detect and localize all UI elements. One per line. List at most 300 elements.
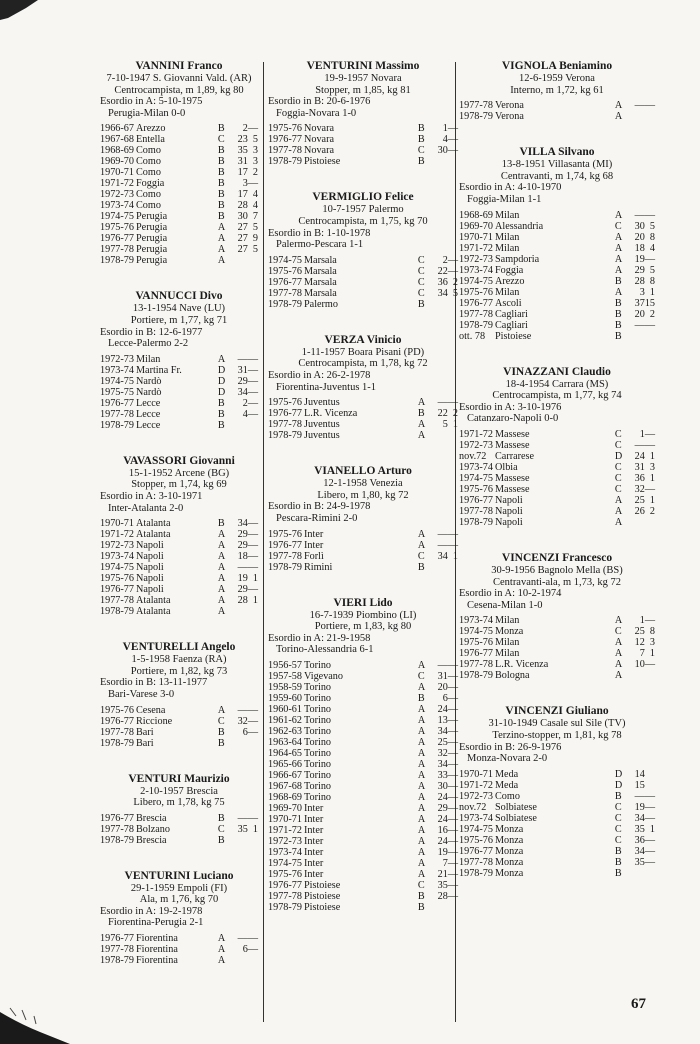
series: A: [614, 648, 623, 660]
season-row: [100, 167, 258, 178]
goals: [645, 331, 655, 342]
goals: [645, 111, 655, 122]
debut-match: Fiorentina-Perugia 2-1: [108, 917, 204, 929]
team-name: Monza: [495, 867, 524, 879]
goals: [448, 430, 458, 441]
appearances: 30: [437, 780, 448, 792]
season-year: 1972-73: [100, 540, 134, 552]
series: C: [217, 134, 225, 146]
appearances: [629, 517, 645, 528]
season-row: [268, 847, 458, 858]
series: A: [417, 703, 426, 715]
season-row: [268, 671, 458, 682]
season-row: [100, 387, 258, 398]
series: B: [217, 167, 225, 179]
series: B: [417, 134, 425, 146]
goals: —: [447, 725, 458, 737]
series: A: [417, 714, 426, 726]
appearances: 31: [237, 156, 248, 168]
season-year: nov.72: [459, 450, 487, 462]
season-table: [100, 518, 258, 617]
goals: 5: [252, 244, 258, 256]
goals: [248, 835, 258, 846]
season-row: [459, 495, 655, 506]
goals: —: [247, 353, 258, 365]
season-table: [100, 813, 258, 846]
appearances: 19: [237, 573, 248, 585]
team-name: Inter: [304, 813, 324, 825]
season-row: [100, 813, 258, 824]
goals: —: [447, 681, 458, 693]
appearances: 2: [442, 254, 448, 266]
team-name: Bari: [136, 737, 154, 749]
team-name: Como: [495, 790, 520, 802]
season-year: 1977-78: [268, 550, 302, 562]
appearances: [432, 562, 448, 573]
team-name: Milan: [495, 209, 520, 221]
series: A: [417, 857, 426, 869]
goals: —: [447, 659, 458, 671]
player-info: 1-11-1957 Boara Pisani (PD): [301, 346, 425, 358]
season-year: 1959-60: [268, 692, 302, 704]
player-info: 13-1-1954 Nave (LU): [132, 303, 226, 315]
team-name: Inter: [304, 835, 324, 847]
season-row: [459, 484, 655, 495]
goals: 3: [252, 145, 258, 157]
season-row: [268, 408, 458, 419]
appearances: 3: [639, 286, 645, 298]
goals: [645, 517, 655, 528]
appearances: —: [437, 539, 448, 551]
series: A: [217, 255, 226, 267]
appearances: 6: [442, 692, 448, 704]
player-info: 19-9-1957 Novara: [324, 73, 402, 84]
season-year: 1957-58: [268, 670, 302, 682]
season-year: 1974-75: [100, 211, 134, 223]
appearances: [432, 156, 448, 167]
season-row: [268, 551, 458, 562]
goals: —: [247, 386, 258, 398]
series: C: [614, 823, 622, 835]
appearances: 25: [437, 736, 448, 748]
appearances: 23: [237, 134, 248, 146]
season-row: [100, 200, 258, 211]
season-row: [268, 858, 458, 869]
season-row: [268, 397, 458, 408]
player-info: Stopper, m 1,74, kg 69: [131, 479, 227, 491]
goals: —: [247, 944, 258, 956]
season-year: 1976-77: [268, 539, 302, 551]
season-row: [459, 462, 655, 473]
goals: —: [447, 802, 458, 814]
team-name: Monza: [495, 823, 524, 835]
appearances: [432, 902, 448, 913]
appearances: 7: [442, 857, 448, 869]
season-row: [268, 299, 458, 310]
season-year: 1975-75: [100, 386, 134, 398]
appearances: 20: [437, 681, 448, 693]
team-name: Massese: [495, 483, 530, 495]
goals: —: [447, 539, 458, 551]
goals: —: [447, 714, 458, 726]
team-name: Forlì: [304, 550, 324, 562]
goals: [448, 156, 458, 167]
player-info: 29-1-1959 Empoli (FI): [130, 882, 228, 894]
series: D: [217, 364, 226, 376]
goals: [248, 606, 258, 617]
team-name: L.R. Vicenza: [304, 408, 358, 420]
season-year: 1971-72: [459, 242, 493, 254]
debut-line: Esordio in A: 5-10-1975: [100, 96, 203, 108]
season-table: [459, 100, 655, 122]
appearances: 29: [237, 529, 248, 541]
team-name: Novara: [304, 123, 334, 135]
season-year: 1973-74: [268, 846, 302, 858]
goals: [645, 868, 655, 879]
appearances: —: [237, 562, 248, 574]
series: A: [217, 933, 226, 945]
appearances: 32: [634, 483, 645, 495]
season-row: [268, 562, 458, 573]
season-row: [268, 726, 458, 737]
appearances: 27: [237, 222, 248, 234]
goals: 1: [649, 494, 655, 506]
appearances: 37: [634, 297, 645, 309]
team-name: Torino: [304, 736, 332, 748]
debut-line: Esordio in B: 13-11-1977: [100, 677, 208, 689]
appearances: 30: [237, 211, 248, 223]
team-name: Torino: [304, 714, 332, 726]
player-name: VERMIGLIO Felice: [312, 191, 414, 204]
season-row: [100, 584, 258, 595]
appearances: 22: [437, 265, 448, 277]
player-info: 13-8-1951 Villasanta (MI): [501, 159, 613, 171]
season-row: [459, 221, 655, 232]
team-name: Marsala: [304, 265, 337, 277]
series: B: [417, 298, 425, 310]
team-name: Inter: [304, 802, 324, 814]
season-table: [268, 397, 458, 441]
appearances: 18: [237, 551, 248, 563]
season-row: [100, 716, 258, 727]
appearances: —: [634, 319, 645, 331]
appearances: 30: [634, 220, 645, 232]
goals: —: [447, 747, 458, 759]
player-info: 2-10-1957 Brescia: [140, 785, 218, 797]
appearances: —: [634, 209, 645, 221]
goals: —: [247, 726, 258, 738]
season-year: 1976-77: [459, 648, 493, 660]
goals: 8: [649, 275, 655, 287]
appearances: —: [437, 659, 448, 671]
season-year: 1978-79: [459, 867, 493, 879]
player-info: 12-1-1958 Venezia: [323, 478, 403, 490]
season-row: [459, 769, 655, 780]
season-table: [459, 429, 655, 528]
season-row: [100, 145, 258, 156]
season-table: [268, 123, 458, 167]
team-name: Monza: [495, 845, 524, 857]
season-row: [100, 123, 258, 134]
series: A: [217, 233, 226, 245]
team-name: Novara: [304, 134, 334, 146]
team-name: Juventus: [304, 430, 340, 442]
team-name: Perugia: [136, 211, 168, 223]
appearances: 35: [237, 145, 248, 157]
season-year: 1972-73: [459, 790, 493, 802]
season-year: 1976-77: [100, 933, 134, 945]
goals: 1: [452, 419, 458, 431]
appearances: 24: [437, 703, 448, 715]
season-row: [459, 331, 655, 342]
season-year: 1971-72: [100, 178, 134, 190]
season-row: [268, 255, 458, 266]
player-info: Terzino-stopper, m 1,81, kg 78: [492, 729, 622, 741]
player-info: Portiere, m 1,83, kg 80: [314, 621, 412, 633]
player-info: Portiere, m 1,82, kg 73: [130, 665, 228, 677]
goals: —: [644, 856, 655, 868]
series: B: [417, 890, 425, 902]
team-name: Massese: [495, 472, 530, 484]
appearances: [629, 111, 645, 122]
team-name: Torino: [304, 659, 332, 671]
series: B: [217, 189, 225, 201]
appearances: 34: [634, 845, 645, 857]
player-name: VENTURELLI Angelo: [122, 641, 236, 654]
series: B: [217, 737, 225, 749]
series: C: [417, 879, 425, 891]
season-year: 1976-77: [268, 879, 302, 891]
series: B: [217, 518, 225, 530]
season-year: nov.72: [459, 801, 487, 813]
team-name: Nardò: [136, 375, 162, 387]
team-name: Massese: [495, 439, 530, 451]
team-name: Perugia: [136, 233, 168, 245]
appearances: [629, 670, 645, 681]
goals: —: [247, 715, 258, 727]
season-year: 1970-71: [459, 768, 493, 780]
season-year: 1968-69: [100, 145, 134, 157]
goals: —: [644, 659, 655, 671]
goals: —: [447, 265, 458, 277]
series: A: [417, 659, 426, 671]
appearances: 5: [442, 419, 448, 431]
series: A: [417, 725, 426, 737]
season-year: 1974-75: [100, 375, 134, 387]
series: C: [417, 276, 425, 288]
goals: [448, 299, 458, 310]
team-name: Cagliari: [495, 308, 528, 320]
team-name: Inter: [304, 846, 324, 858]
series: C: [614, 626, 622, 638]
series: A: [417, 681, 426, 693]
season-year: 1975-76: [459, 483, 493, 495]
season-year: 1969-70: [268, 802, 302, 814]
season-row: [100, 409, 258, 420]
season-year: 1977-78: [459, 308, 493, 320]
season-row: [100, 933, 258, 944]
series: B: [614, 867, 622, 879]
player-info: Centrocampista, m 1,75, kg 70: [298, 215, 428, 227]
debut-line: Esordio in B: 1-10-1978: [268, 227, 371, 239]
series: A: [417, 802, 426, 814]
series: A: [614, 231, 623, 243]
team-name: Foggia: [136, 178, 165, 190]
season-year: 1960-61: [268, 703, 302, 715]
season-row: [100, 518, 258, 529]
team-name: Atalanta: [136, 529, 171, 541]
goals: 1: [649, 472, 655, 484]
season-year: 1973-74: [459, 461, 493, 473]
player-entry: [100, 60, 258, 266]
goals: —: [447, 703, 458, 715]
appearances: 10: [634, 659, 645, 671]
player-name: VINCENZI Giuliano: [505, 705, 609, 718]
team-name: Marsala: [304, 254, 337, 266]
goals: 15: [644, 297, 655, 309]
series: B: [417, 901, 425, 913]
series: C: [417, 265, 425, 277]
debut-match: Foggia-Novara 1-0: [276, 107, 357, 119]
season-year: 1966-67: [268, 769, 302, 781]
team-name: Bologna: [495, 670, 530, 682]
series: A: [614, 670, 623, 682]
team-name: Milan: [495, 231, 520, 243]
season-year: 1973-74: [459, 264, 493, 276]
team-name: Torino: [304, 703, 332, 715]
season-year: 1977-78: [100, 726, 134, 738]
season-year: 1974-75: [459, 626, 493, 638]
season-row: [268, 836, 458, 847]
season-year: 1975-76: [459, 286, 493, 298]
team-name: Inter: [304, 528, 324, 540]
goals: —: [447, 397, 458, 409]
series: A: [417, 846, 426, 858]
player-entry: [459, 705, 655, 878]
season-row: [459, 210, 655, 221]
season-year: 1976-77: [268, 408, 302, 420]
season-row: [459, 473, 655, 484]
season-row: [268, 266, 458, 277]
player-entry: [100, 641, 258, 748]
appearances: —: [237, 704, 248, 716]
player-name: VINCENZI Francesco: [501, 551, 613, 564]
appearances: 17: [237, 167, 248, 179]
season-row: [459, 780, 655, 791]
debut-line: Esordio in A: 21-9-1958: [268, 632, 371, 644]
season-row: [100, 529, 258, 540]
series: A: [614, 100, 623, 112]
team-name: Milan: [495, 648, 520, 660]
appearances: [232, 255, 248, 266]
season-row: [100, 233, 258, 244]
season-year: 1978-79: [100, 737, 134, 749]
season-row: [459, 626, 655, 637]
goals: —: [247, 375, 258, 387]
player-name: VERZA Vinicio: [324, 333, 402, 346]
season-year: 1977-78: [268, 890, 302, 902]
player-info: Libero, m 1,78, kg 75: [133, 797, 225, 809]
debut-line: Esordio in A: 3-10-1976: [459, 401, 562, 413]
appearances: 19: [634, 253, 645, 265]
team-name: Atalanta: [136, 595, 171, 607]
series: A: [417, 813, 426, 825]
goals: —: [644, 319, 655, 331]
season-year: 1977-78: [268, 287, 302, 299]
series: C: [614, 428, 622, 440]
team-name: Perugia: [136, 244, 168, 256]
season-row: [268, 737, 458, 748]
appearances: 24: [437, 835, 448, 847]
series: B: [217, 178, 225, 190]
goals: —: [447, 846, 458, 858]
season-row: [268, 704, 458, 715]
player-entry: [459, 146, 655, 341]
series: B: [217, 397, 225, 409]
season-year: 1975-76: [100, 704, 134, 716]
player-name: VENTURI Maurizio: [128, 772, 230, 785]
season-year: 1958-59: [268, 681, 302, 693]
season-year: 1977-78: [459, 856, 493, 868]
season-row: [268, 145, 458, 156]
season-row: [100, 944, 258, 955]
series: B: [417, 156, 425, 168]
team-name: Marsala: [304, 276, 337, 288]
season-row: [100, 738, 258, 749]
season-year: 1972-73: [459, 439, 493, 451]
season-year: 1973-74: [100, 364, 134, 376]
goals: 1: [452, 550, 458, 562]
season-row: [268, 825, 458, 836]
goals: —: [644, 428, 655, 440]
season-year: 1971-72: [100, 529, 134, 541]
appearances: 29: [237, 375, 248, 387]
goals: —: [644, 439, 655, 451]
team-name: Marsala: [304, 287, 337, 299]
debut-line: Esordio in A: 19-2-1978: [100, 905, 203, 917]
team-name: Milan: [495, 615, 520, 627]
season-row: [459, 298, 655, 309]
goals: 2: [252, 167, 258, 179]
season-row: [268, 123, 458, 134]
appearances: [232, 606, 248, 617]
goals: —: [447, 769, 458, 781]
season-year: 1975-76: [100, 573, 134, 585]
team-name: Monza: [495, 626, 524, 638]
season-year: 1977-78: [459, 505, 493, 517]
season-table: [268, 660, 458, 913]
team-name: Como: [136, 167, 161, 179]
team-name: Torino: [304, 692, 332, 704]
team-name: Lecce: [136, 397, 161, 409]
season-year: 1976-77: [100, 397, 134, 409]
appearances: [432, 430, 448, 441]
appearances: 33: [437, 769, 448, 781]
series: A: [614, 111, 623, 123]
series: A: [417, 397, 426, 409]
appearances: 35: [237, 823, 248, 835]
appearances: 29: [634, 264, 645, 276]
player-name: VIERI Lido: [333, 596, 393, 609]
season-year: 1978-79: [268, 901, 302, 913]
appearances: 24: [634, 450, 645, 462]
team-name: Juventus: [304, 419, 340, 431]
goals: 4: [252, 189, 258, 201]
series: A: [217, 584, 226, 596]
season-row: [100, 727, 258, 738]
team-name: Arezzo: [495, 275, 525, 287]
goals: —: [247, 397, 258, 409]
